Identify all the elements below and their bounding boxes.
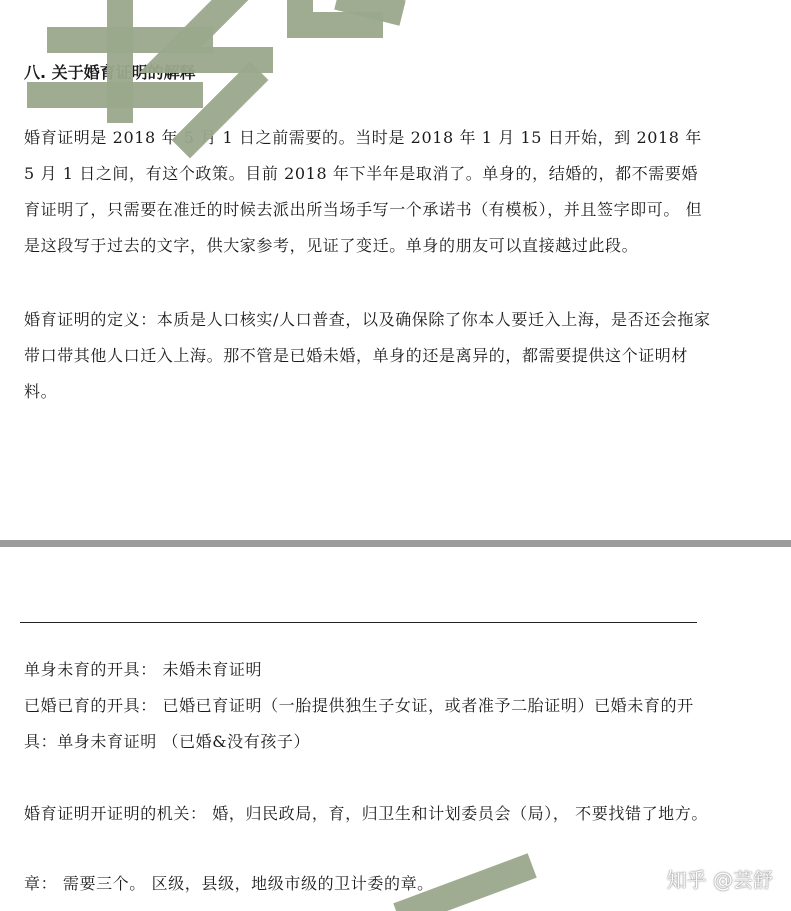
page-separator	[0, 540, 791, 547]
brand-watermark: 知乎 @芸舒	[666, 868, 773, 892]
paragraph-history: 婚育证明是 2018 年 5 月 1 日之前需要的。当时是 2018 年 1 月 15 日开始，到 2018 年 5 月 1 日之间，有这个政策。目前 2018 年下半年是取消了。单身的，结婚的，都不需要婚育证明了，只需要在准迁的时候去派出所当场手写一个承诺书（有模板），并且签字即可。 但是这段写于过去的文字，供大家参考，见证了变迁。单身的朋友可以直接越过此段。	[24, 128, 703, 255]
paragraph-definition: 婚育证明的定义：本质是人口核实/人口普查，以及确保除了你本人要迁入上海，是否还会拖家带口带其他人口迁入上海。那不管是已婚未婚，单身的还是离异的，都需要提供这个证明材料。	[24, 310, 711, 401]
paragraph-single-certificate: 单身未育的开具： 未婚未育证明	[24, 660, 263, 679]
paragraph-stamps: 章： 需要三个。 区级，县级，地级市级的卫计委的章。	[24, 874, 434, 893]
section-heading: 八. 关于婚育证明的解释	[24, 63, 196, 82]
paragraph-married-certificate: 已婚已育的开具： 已婚已育证明（一胎提供独生子女证，或者准予二胎证明）已婚未育的开具：单身未育证明 （已婚&没有孩子）	[24, 696, 694, 751]
paragraph-issuing-authority: 婚育证明开证明的机关： 婚，归民政局，育，归卫生和计划委员会（局）， 不要找错了地方。	[24, 804, 708, 823]
horizontal-rule	[20, 622, 697, 623]
